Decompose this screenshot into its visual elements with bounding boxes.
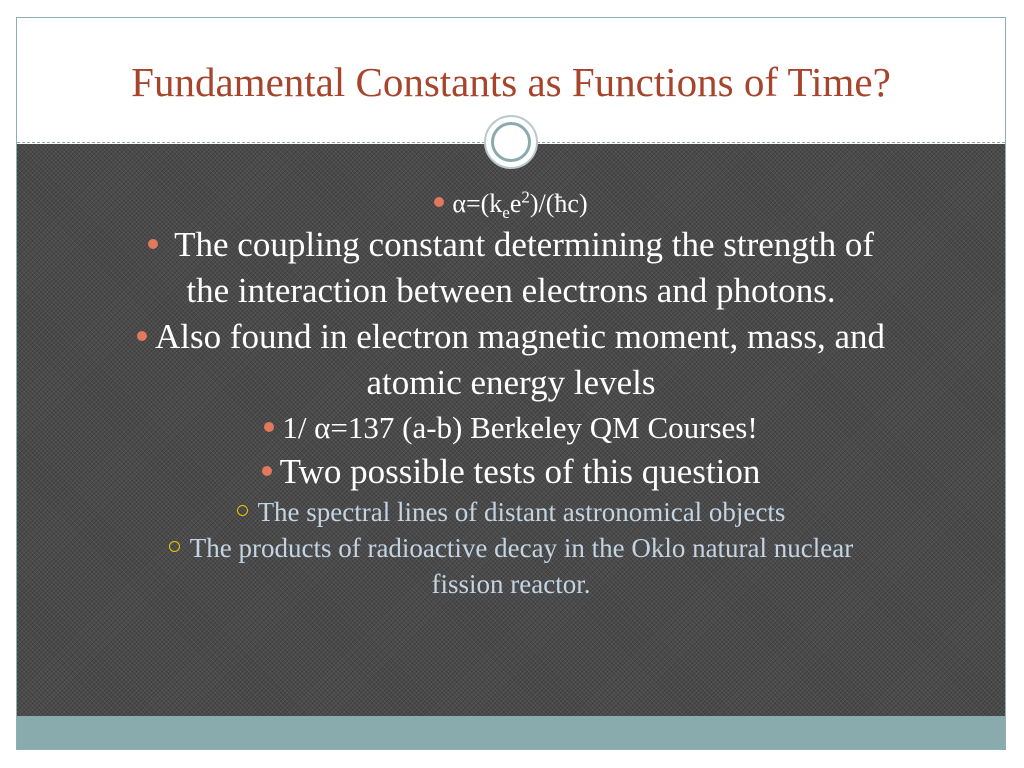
bullet-text: 1/ α=137 (a-b) Berkeley QM Courses! bbox=[282, 410, 758, 445]
sub-bullet-text: The spectral lines of distant astronomical objects bbox=[257, 497, 786, 527]
bullet-text-line: Also found in electron magnetic moment, mass, and bbox=[155, 317, 885, 356]
sub-bullet-text-line: The products of radioactive decay in the Oklo natural nuclear bbox=[189, 533, 854, 563]
sub-bullet-oklo bbox=[47, 530, 975, 602]
bullet-dot-icon bbox=[148, 239, 158, 249]
slide bbox=[16, 17, 1006, 750]
bullet-dot-icon bbox=[137, 331, 147, 341]
bullet-two-tests bbox=[47, 450, 975, 494]
bullet-inverse-alpha bbox=[47, 406, 975, 450]
bullet-text: Two possible tests of this question bbox=[279, 452, 761, 491]
slide-title: Fundamental Constants as Functions of Time? bbox=[131, 59, 891, 105]
bullet-list bbox=[47, 186, 975, 602]
formula-superscript: 2 bbox=[521, 187, 530, 207]
formula-prefix: α=(k bbox=[452, 189, 503, 218]
bullet-dot-icon bbox=[264, 422, 274, 432]
sub-bullet-ring-icon bbox=[237, 505, 248, 516]
bullet-coupling-constant bbox=[47, 222, 975, 314]
bullet-also-found bbox=[47, 314, 975, 406]
formula-suffix: )/(ħc) bbox=[529, 189, 588, 218]
bullet-dot-icon bbox=[434, 197, 444, 207]
bullet-text-line: atomic energy levels bbox=[366, 363, 656, 402]
sub-bullet-text-line: fission reactor. bbox=[431, 569, 591, 599]
formula-mid: e bbox=[509, 189, 522, 218]
formula-subscript: e bbox=[502, 203, 510, 223]
sub-bullet-spectral-lines bbox=[47, 494, 975, 530]
ring-ornament-icon bbox=[484, 115, 538, 169]
bullet-formula bbox=[47, 186, 975, 222]
sub-bullet-ring-icon bbox=[169, 541, 180, 552]
bullet-text-line: the interaction between electrons and photons. bbox=[186, 271, 836, 310]
bullet-text-line: The coupling constant determining the strength of bbox=[174, 225, 874, 264]
bullet-dot-icon bbox=[262, 466, 272, 476]
footer-bar bbox=[17, 716, 1005, 750]
